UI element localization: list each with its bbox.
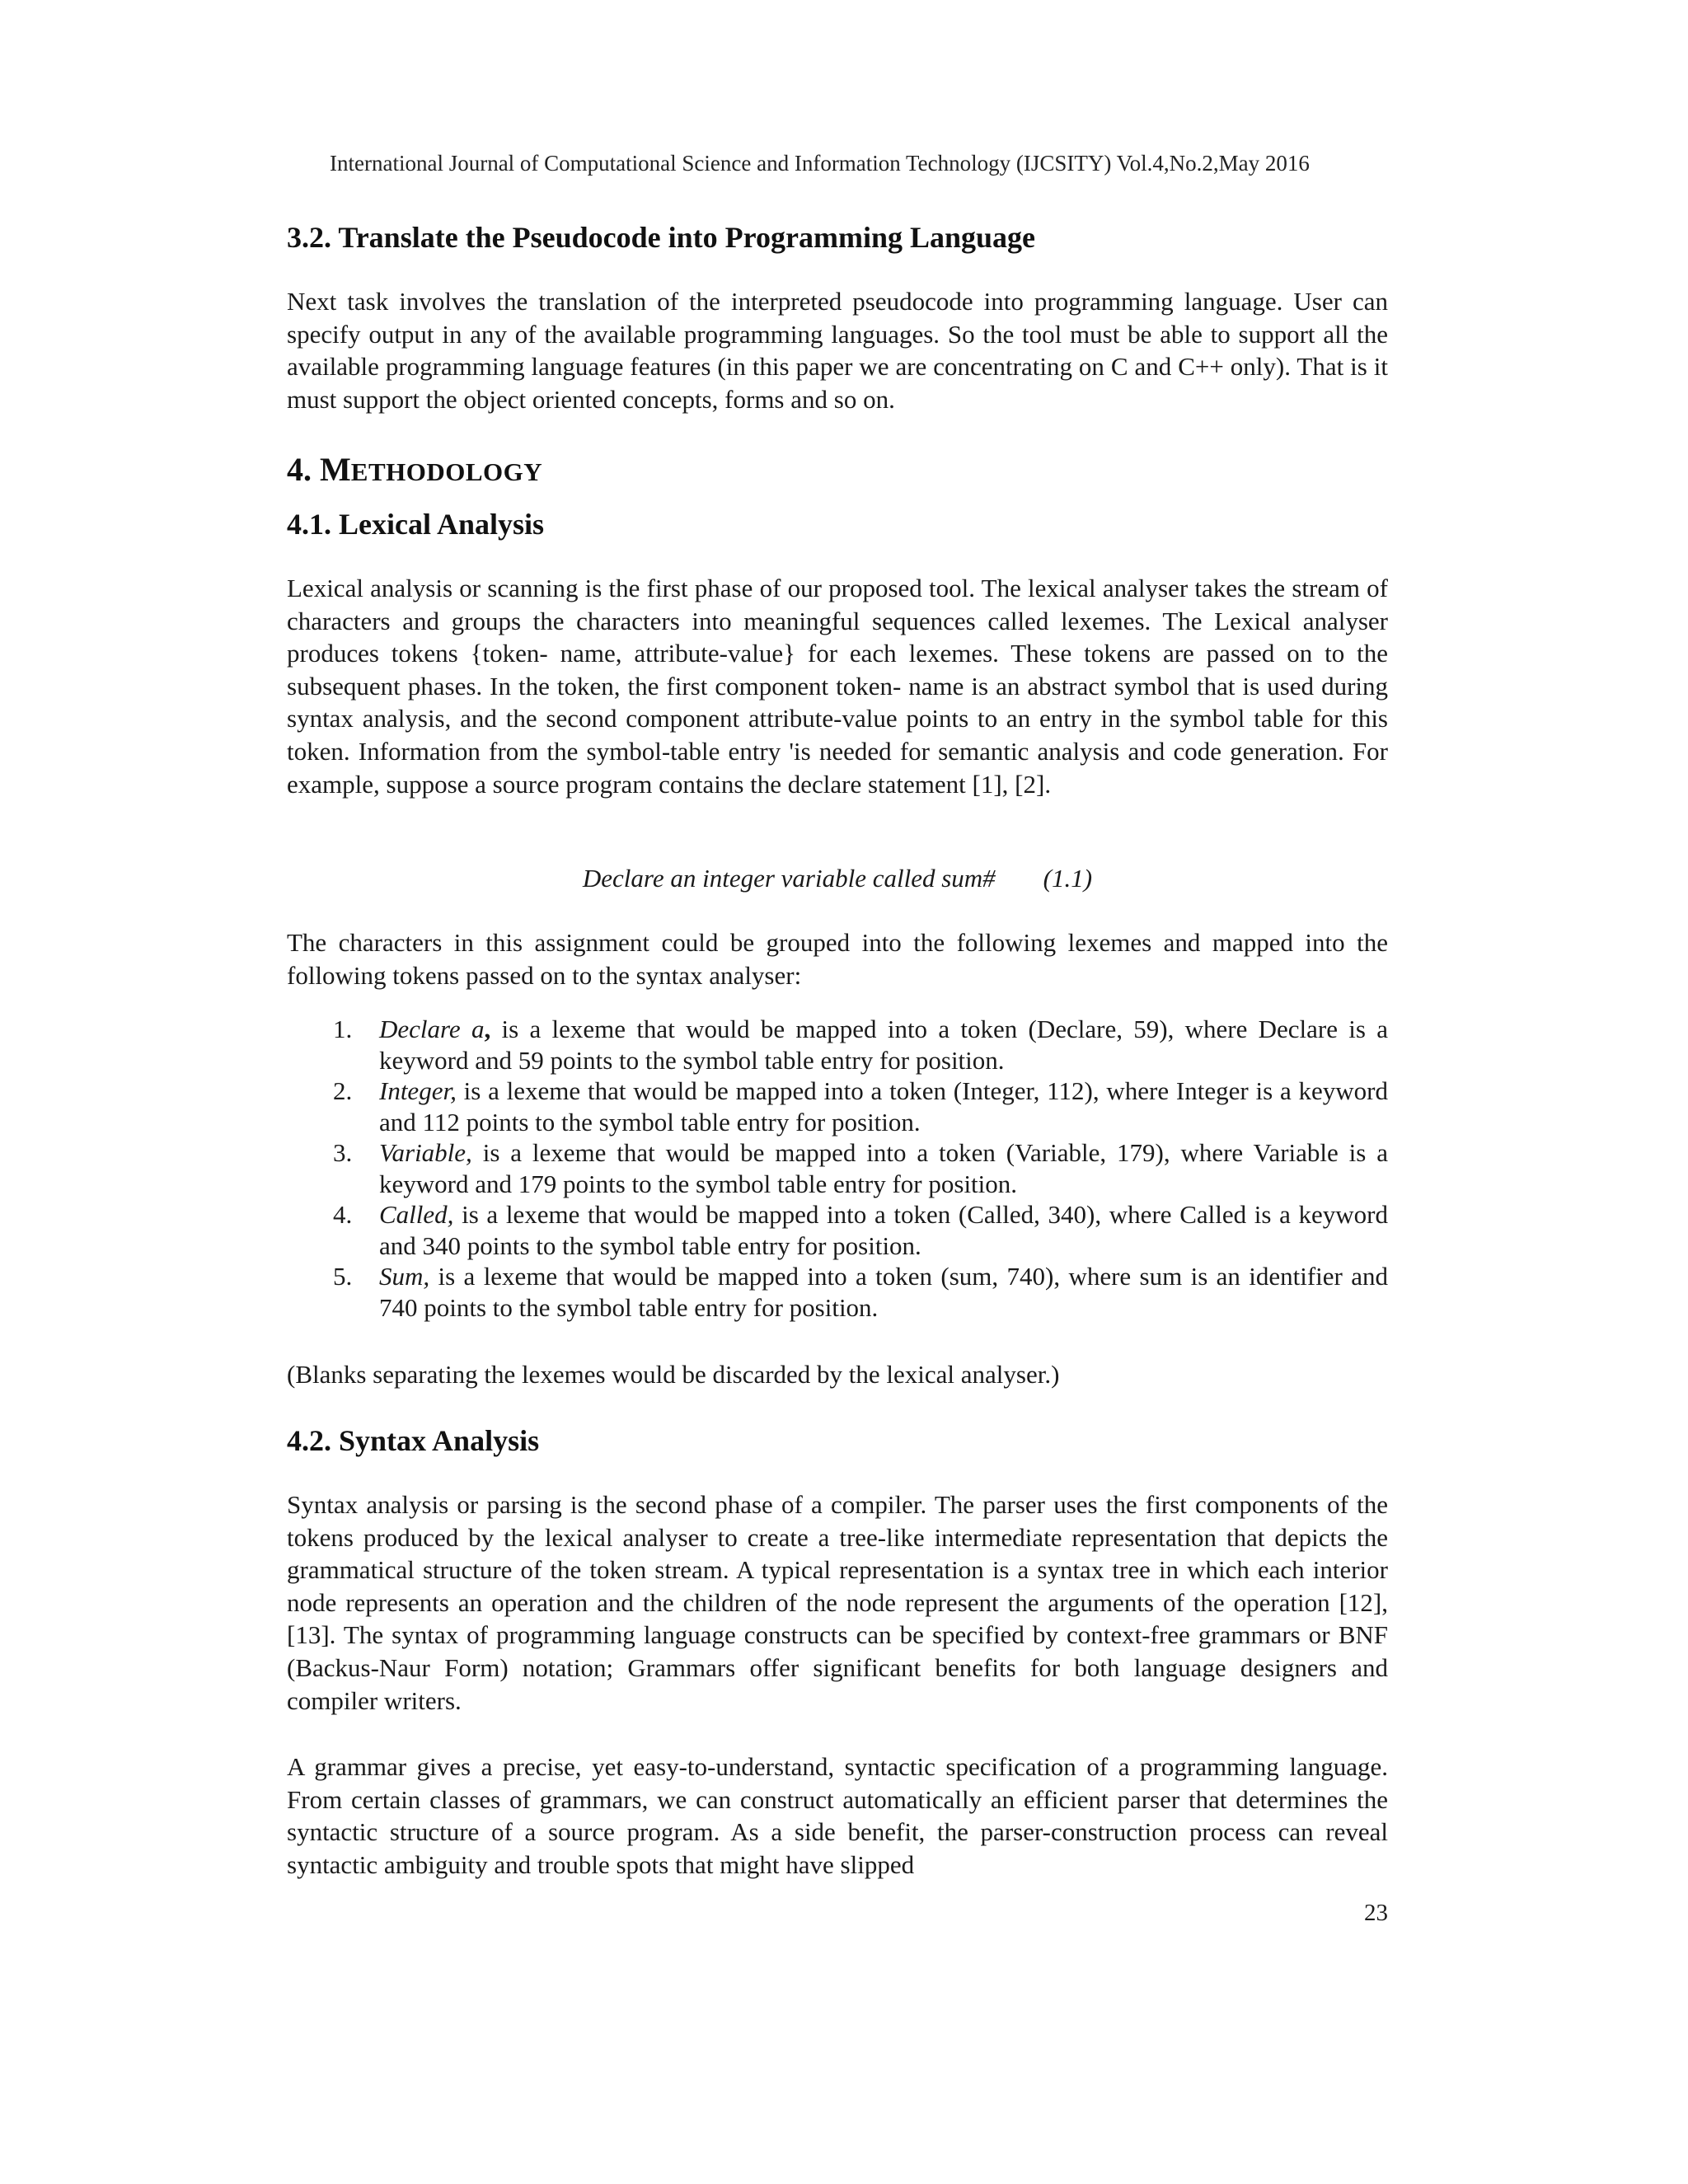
section-4-initial: M bbox=[320, 451, 351, 488]
section-3-2-heading: 3.2. Translate the Pseudocode into Programming Language bbox=[287, 221, 1035, 254]
equation-text: Declare an integer variable called sum# bbox=[582, 864, 996, 893]
lexeme-description: is a lexeme that would be mapped into a token (sum, 740), where sum is an identifier and 740 points to the symbol table entry for position. bbox=[379, 1262, 1388, 1322]
equation-1-1 bbox=[287, 862, 1388, 895]
list-number: 4. bbox=[333, 1200, 353, 1229]
lexeme-item-integer bbox=[287, 1076, 1388, 1137]
lexeme-term: Integer, bbox=[379, 1076, 457, 1105]
lexeme-description: is a lexeme that would be mapped into a token (Variable, 179), where Variable is a keyword and 179 points to the symbol table entry for position. bbox=[379, 1138, 1388, 1198]
list-number: 3. bbox=[333, 1138, 353, 1167]
section-4-2-paragraph-2: A grammar gives a precise, yet easy-to-understand, syntactic specification of a programming language. From certain classes of grammars, we can construct automatically an efficient parser that determines the syntactic structure of a source program. As a side benefit, the parser-construction process can reveal syntactic ambiguity and trouble spots that might have slipped bbox=[287, 1752, 1388, 1879]
section-4-number: 4. bbox=[287, 451, 320, 488]
lexeme-description: is a lexeme that would be mapped into a token (Integer, 112), where Integer is a keyword and 112 points to the symbol table entry for position. bbox=[379, 1076, 1388, 1137]
lexeme-intro: The characters in this assignment could be grouped into the following lexemes and mapped into the following tokens passed on to the syntax analyser: bbox=[287, 928, 1388, 990]
lexeme-item-sum bbox=[287, 1261, 1388, 1323]
section-4-1-paragraph: Lexical analysis or scanning is the first phase of our proposed tool. The lexical analyser takes the stream of characters and groups the characters into meaningful sequences called lexemes. The Lexical analyser produces tokens {token- name, attribute-value} for each lexemes. These tokens are passed on to the subsequent phases. In the token, the first component token- name is an abstract symbol that is used during syntax analysis, and the second component attribute-value points to an entry in the symbol table for this token. Information from the symbol-table entry 'is needed for semantic analysis and code generation. For example, suppose a source program contains the declare statement [1], [2]. bbox=[287, 574, 1388, 799]
section-4-2-heading: 4.2. Syntax Analysis bbox=[287, 1424, 540, 1457]
equation-number: (1.1) bbox=[1043, 864, 1093, 893]
list-number: 2. bbox=[333, 1076, 353, 1105]
lexeme-term: Declare a bbox=[379, 1015, 485, 1043]
section-3-2-paragraph: Next task involves the translation of the interpreted pseudocode into programming language. User can specify output in any of the available programming languages. So the tool must be able to support all the available programming language features (in this paper we are concentrating on C and C++ only). That is it must support the object oriented concepts, forms and so on. bbox=[287, 287, 1388, 414]
lexeme-item-declare: 1. Declare a, is a lexeme that would be mapped into a token (Declare, 59), where Declare is a keyword and 59 points to the symbol table entry for position. bbox=[333, 1015, 1388, 1075]
running-header: International Journal of Computational Science and Information Technology (IJCSITY) Vol.4,No.2,May 2016 bbox=[330, 151, 1310, 176]
lexeme-description: is a lexeme that would be mapped into a token (Called, 340), where Called is a keyword and 340 points to the symbol table entry for position. bbox=[379, 1200, 1389, 1260]
section-4-heading bbox=[287, 450, 542, 492]
lexeme-term: Called, bbox=[379, 1200, 454, 1229]
section-4-2-paragraph-1: Syntax analysis or parsing is the second phase of a compiler. The parser uses the first components of the tokens produced by the lexical analyser to create a tree-like intermediate representation that depicts the grammatical structure of the token stream. A typical representation is a syntax tree in which each interior node represents an operation and the children of the node represent the arguments of the operation [12], [13]. The syntax of programming language constructs can be specified by context-free grammars or BNF (Backus-Naur Form) notation; Grammars offer significant benefits for both language designers and compiler writers. bbox=[287, 1490, 1388, 1715]
list-number: 5. bbox=[333, 1262, 353, 1291]
lexeme-note: (Blanks separating the lexemes would be discarded by the lexical analyser.) bbox=[287, 1360, 1060, 1389]
lexeme-term: Variable, bbox=[379, 1138, 472, 1167]
lexeme-item-called bbox=[287, 1199, 1388, 1261]
lexeme-list bbox=[287, 1014, 1388, 1323]
lexeme-item-variable bbox=[287, 1137, 1388, 1199]
section-4-rest: ETHODOLOGY bbox=[350, 457, 543, 486]
page-number: 23 bbox=[1364, 1900, 1388, 1926]
section-4-1-heading: 4.1. Lexical Analysis bbox=[287, 508, 545, 541]
list-number: 1. bbox=[333, 1015, 353, 1043]
lexeme-description: is a lexeme that would be mapped into a token (Declare, 59), where Declare is a keyword and 59 points to the symbol table entry for position. bbox=[379, 1015, 1388, 1075]
lexeme-term: Sum, bbox=[379, 1262, 430, 1291]
